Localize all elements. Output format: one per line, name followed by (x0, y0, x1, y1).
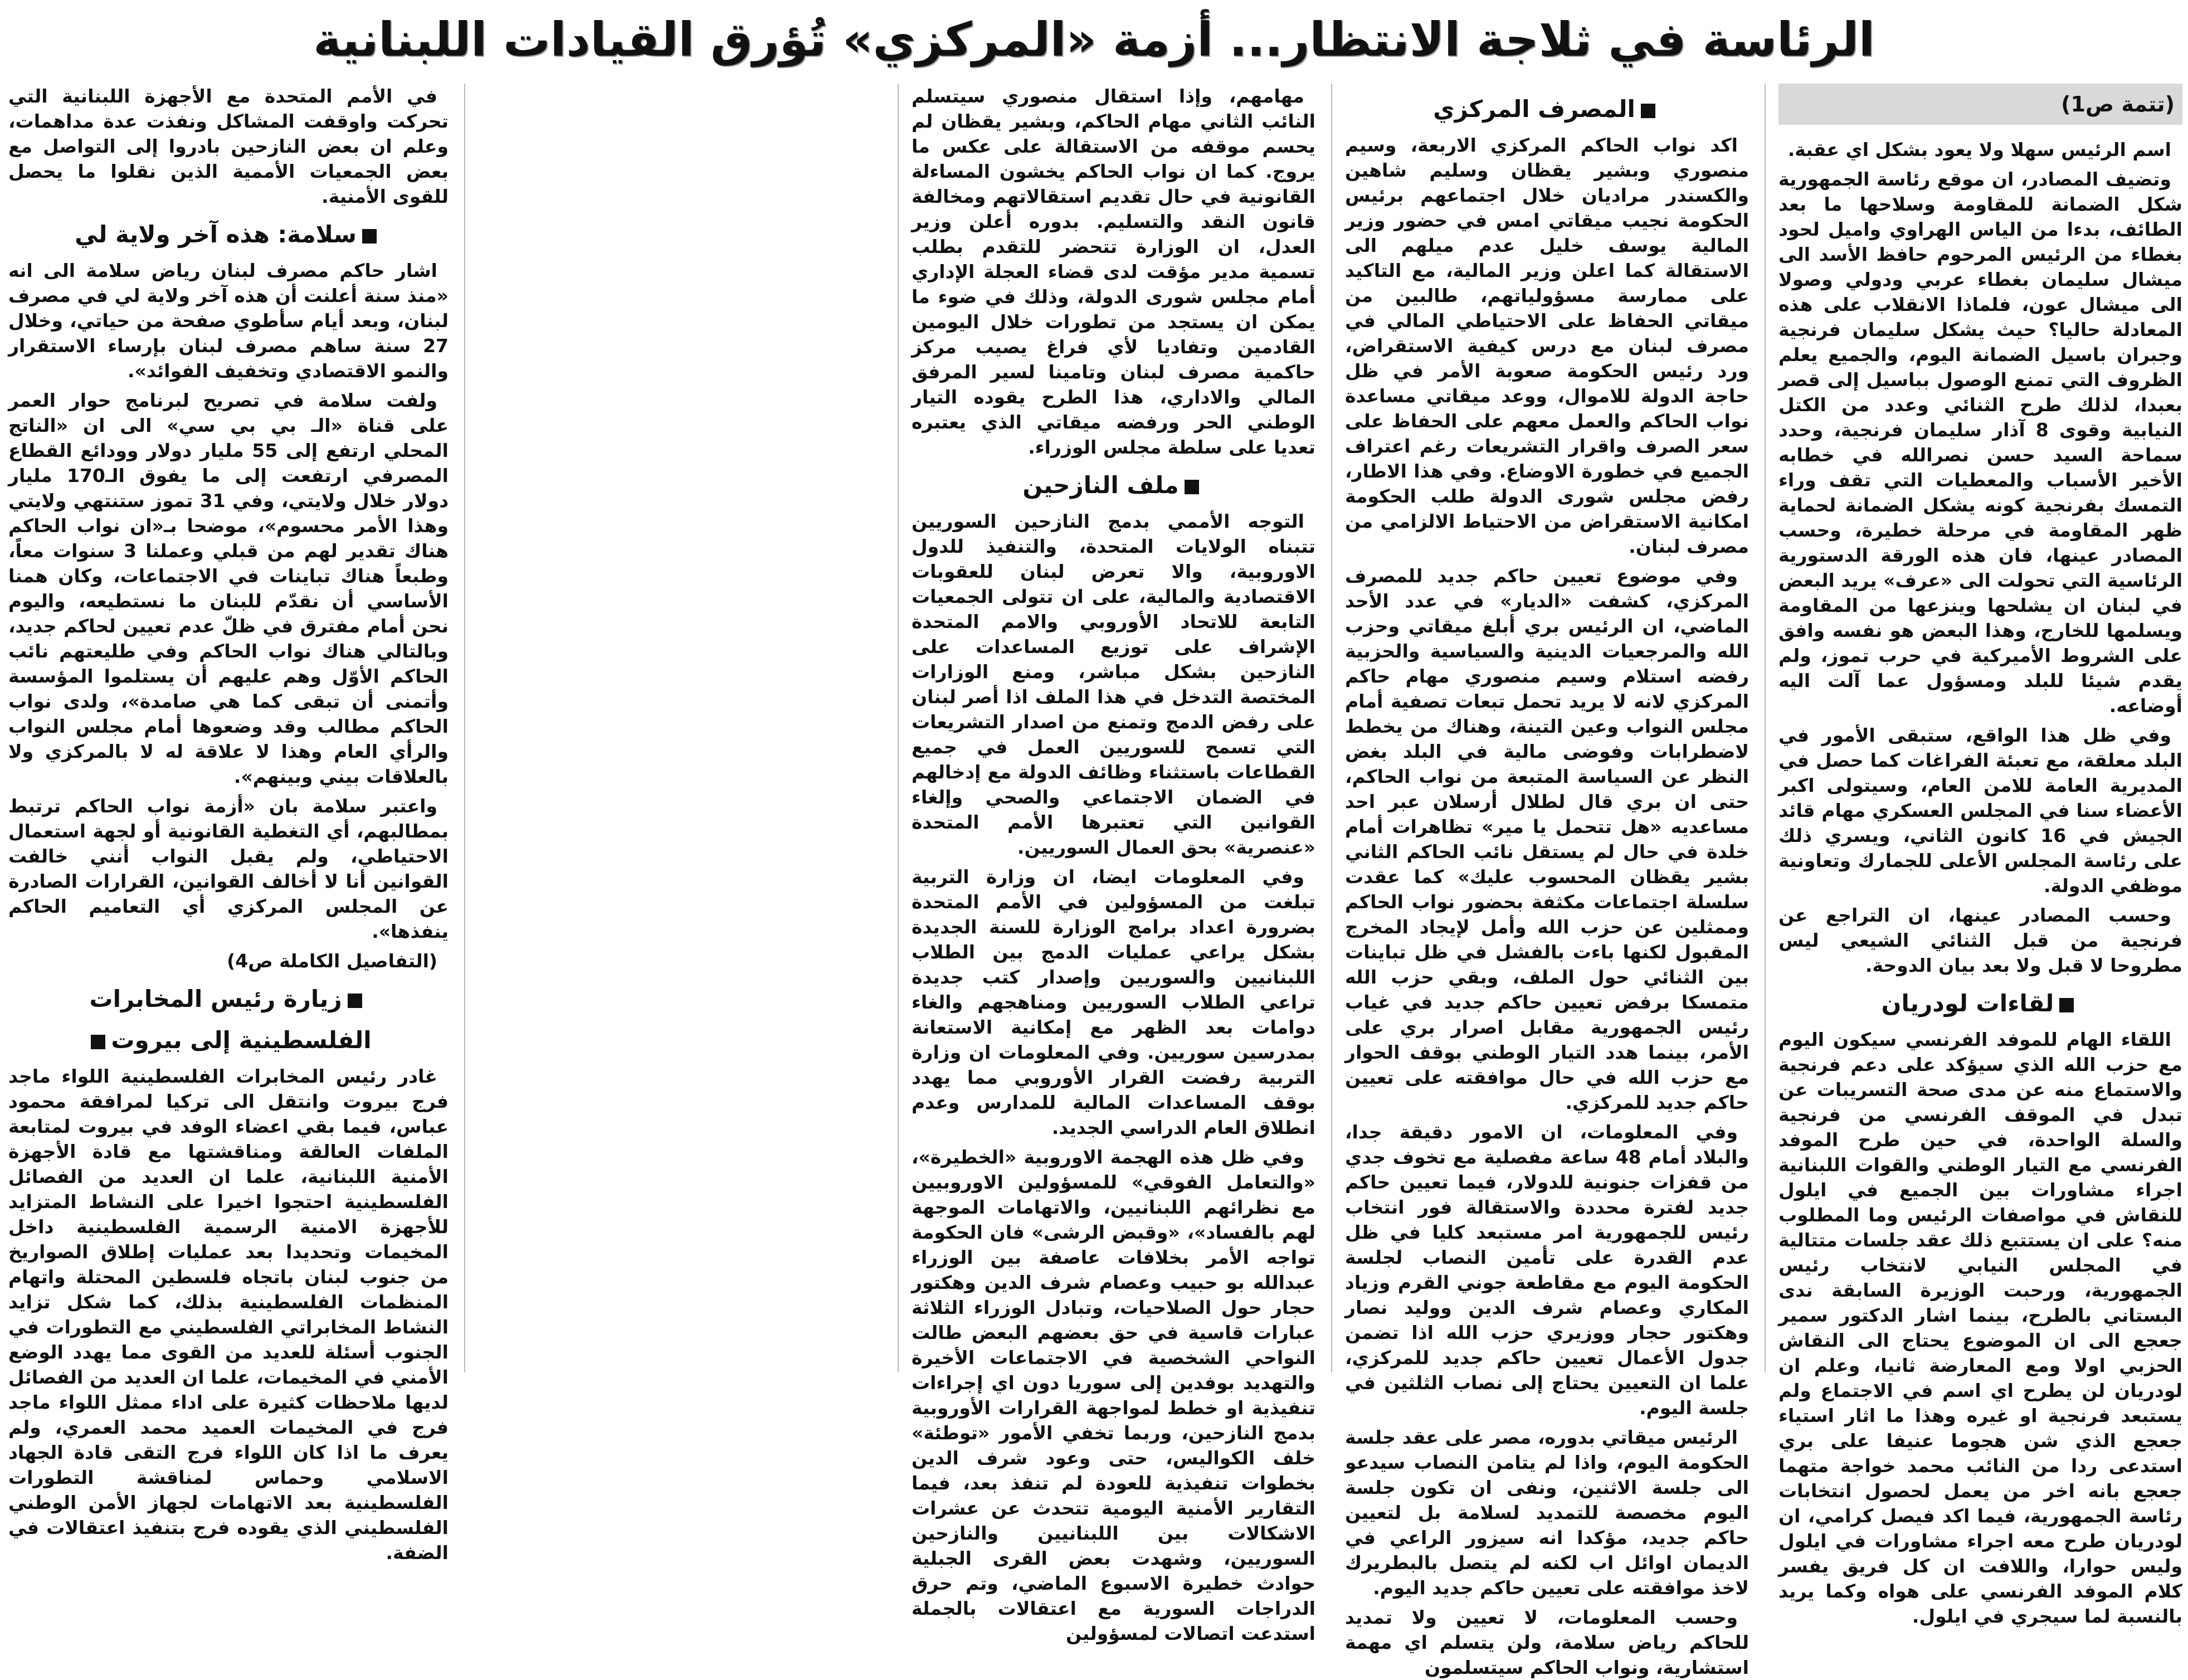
column-divider (898, 84, 899, 1372)
square-bullet-icon (1641, 104, 1655, 118)
column-divider (464, 84, 465, 1372)
paragraph: واعتبر سلامة بان «أزمة نواب الحاكم ترتبط بمطالبهم، أي التغطية القانونية أو لجهة استعمال الاحتياطي، ولم يقبل النواب أنني خالفت القوانين أنا لا أخالف القوانين، القرارات الصادرة عن المجلس المركزي أي التعاميم الحاكم ينفذها». (8, 795, 449, 942)
paragraph: اكد نواب الحاكم المركزي الاربعة، وسيم منصوري وبشير يقظان وسليم شاهين والكسندر مراديان خلال اجتماعهم برئيس الحكومة نجيب ميقاتي امس في حضور وزير المالية يوسف خليل عدم ميلهم الى الاستقالة كما اعلن وزير المالية، مع التاكيد على ممارسة مسؤولياتهم، طالبين من ميقاتي الحفاظ على الاحتياطي المالي في مصرف لبنان مع درس كيفية الاستقراض، ورد رئيس الحكومة صعوبة الأمر في ظل حاجة الدولة للاموال، ووعد ميقاتي مساعدة نواب الحاكم والعمل معهم على الحفاظ على سعر الصرف واقرار التشريعات رغم اعتراف الجميع في خطورة الاوضاع. وفي هذا الاطار، رفض مجلس شورى الدولة طلب الحكومة امكانية الاستقراض من الاحتياط الالزامي من مصرف لبنان. (1345, 134, 1749, 557)
article-column-1 (1778, 84, 2182, 1627)
article-column-3 (912, 84, 1315, 1644)
continued-label: (تتمة ص1) (1778, 84, 2182, 125)
square-bullet-icon (348, 994, 362, 1008)
paragraph: مهامهم، وإذا استقال منصوري سيتسلم النائب الثاني مهام الحاكم، وبشير يقظان لم يحسم موقفه من الاستقالة على عكس ما يروج. كما ان نواب الحاكم يخشون المساءلة القانونية في حال تقديم استقالاتهم ومخالفة قانون النقد والتسليم. بدوره أعلن وزير العدل، ان الوزارة تتحضر للتقدم بطلب تسمية مدير مؤقت لدى قضاء العجلة الإداري أمام مجلس شورى الدولة، وذلك في ضوء ما يمكن ان يستجد من تطورات خلال اليومين القادمين وتفاديا لأي فراغ يصيب مركز حاكمية مصرف لبنان وتامينا لسير المرفق المالي والاداري، هذا الطرح يقوده التيار الوطني الحر ورفضه ميقاتي الذي يعتبره تعديا على سلطة مجلس الوزراء. (912, 85, 1315, 458)
paragraph: وفي المعلومات ايضا، ان وزارة التربية تبلغت من المسؤولين في الأمم المتحدة بضرورة اعداد برامج الوزارة للسنة الجديدة بشكل يراعي عمليات الدمج بين الطلاب اللبنانيين والسوريين وإصدار كتب جديدة تراعي الطلاب السوريين ومناهجهم والغاء دوامات بعد الظهر مع إمكانية الاستعانة بمدرسين سوريين. وفي المعلومات ان وزارة التربية رفضت القرار الأوروبي مما يهدد بوقف المساعدات المالية للمدارس وعدم انطلاق العام الدراسي الجديد. (912, 866, 1315, 1138)
column-divider (1331, 84, 1332, 1372)
paragraph: وفي موضوع تعيين حاكم جديد للمصرف المركزي، كشفت «الديار» في عدد الأحد الماضي، ان الرئيس بري أبلغ ميقاتي وحزب الله والمرجعيات الدينية والسياسية والحزبية رفضه استلام وسيم منصوري مهام حاكم المركزي لانه لا يريد تحمل تبعات تصفية أمام مجلس النواب وعين التينة، وهناك من يخطط لاضطرابات وفوضى مالية في البلد بغض النظر عن السياسة المتبعة من نواب الحاكم، حتى ان بري قال لطلال أرسلان عبر احد مساعديه «هل تتحمل يا مير» تظاهرات أمام خلدة في حال لم يستقل نائب الحاكم الثاني بشير يقظان المحسوب عليك» كما عقدت سلسلة اجتماعات مكثفة بحضور نواب الحاكم وممثلين عن حزب الله وأمل لإيجاد المخرج المقبول لكنها باءت بالفشل في ظل تباينات بين الثنائي حول الملف، وبقي حزب الله متمسكا برفض تعيين حاكم جديد في غياب رئيس الجمهورية مقابل اصرار بري على الأمر، بينما هدد التيار الوطني بوقف الحوار مع حزب الله في حال موافقته على تعيين حاكم جديد للمركزي. (1345, 565, 1749, 1113)
paragraph: (التفاصيل الكاملة ص4) (227, 950, 437, 972)
paragraph: اشار حاكم مصرف لبنان رياض سلامة الى انه «منذ سنة أعلنت أن هذه آخر ولاية لي في مصرف لبنان، وبعد أيام سأطوي صفحة من حياتي، وخلال 27 سنة ساهم مصرف لبنان بإرساء الاستقرار والنمو الاقتصادي وتخفيف الفوائد». (8, 260, 449, 382)
subheading: سلامة: هذه آخر ولاية لي (8, 219, 449, 250)
square-bullet-icon (362, 229, 377, 244)
paragraph: وتضيف المصادر، ان موقع رئاسة الجمهورية شكل الضمانة للمقاومة وسلاحها ما بعد الطائف، بدءا من الياس الهراوي واميل لحود بغطاء من الرئيس المرحوم حافظ الأسد الى ميشال سليمان بغطاء عربي ودولي وصولا الى ميشال عون، فلماذا الانقلاب على هذه المعادلة حاليا؟ حيث يشكل سليمان فرنجية وجبران باسيل الضمانة اليوم، والجميع يعلم الظروف التي تمنع الوصول بباسيل إلى قصر بعبدا، لذلك طرح الثنائي وعدد من الكتل النيابية وقوى 8 آذار سليمان فرنجية، وحدد سماحة السيد حسن نصرالله في خطابه الأخير الأسباب والمعطيات التي تقف وراء التمسك بفرنجية كونه يشكل الضمانة لحماية ظهر المقاومة في مرحلة خطيرة، وحسب المصادر عينها، فان هذه الورقة الدستورية الرئاسية التي تحولت الى «عرف» يريد البعض في لبنان ان يشلحها وينزعها من المقاومة ويسلمها للخارج، وهذا البعض هو نفسه وافق على الشروط الأميركية في حرب تموز، ولم يقدم شيئا للبلد ومسؤول عما آلت اليه أوضاعه. (1778, 168, 2182, 717)
paragraph: اسم الرئيس سهلا ولا يعود بشكل اي عقبة. (1787, 139, 2171, 160)
paragraph: وحسب المصادر عينها، ان التراجع عن فرنجية من قبل الثنائي الشيعي ليس مطروحا لا قبل ولا بعد بيان الدوحة. (1778, 904, 2182, 976)
paragraph: وفي ظل هذا الواقع، ستبقى الأمور في البلد معلقة، مع تعبئة الفراغات كما حصل في المديرية العامة للامن العام، وسيتولى اكبر الأعضاء سنا في المجلس العسكري مهام قائد الجيش في 16 كانون الثاني، ويسري ذلك على رئاسة المجلس الأعلى للجمارك وتعاونية موظفي الدولة. (1778, 724, 2182, 897)
article-column-2 (1345, 84, 1749, 1678)
page-headline: الرئاسة في ثلاجة الانتظار... أزمة «المركزي» تُؤرق القيادات اللبنانية (313, 12, 1875, 67)
square-bullet-icon (1185, 480, 1199, 494)
paragraph: التوجه الأممي بدمج النازحين السوريين تتبناه الولايات المتحدة، والتنفيذ للدول الاوروبية، والا تعرض لبنان للعقوبات الاقتصادية والمالية، على ان تتولى الجمعيات التابعة للاتحاد الأوروبي والامم المتحدة الإشراف على توزيع المساعدات على النازحين بشكل مباشر، ومنع الوزارات المختصة التدخل في هذا الملف اذا أصر لبنان على رفض الدمج وتمنع من اصدار التشريعات التي تسمح للسوريين العمل في جميع القطاعات باستثناء وظائف الدولة مع إدخالهم في الضمان الاجتماعي والصحي وإلغاء القوانين التي تعتبرها الأمم المتحدة «عنصرية» بحق العمال السوريين. (912, 510, 1315, 858)
subheading: ملف النازحين (912, 470, 1315, 501)
paragraph: الرئيس ميقاتي بدوره، مصر على عقد جلسة الحكومة اليوم، واذا لم يتامن النصاب سيدعو الى جلسة الاثنين، ونفى ان تكون جلسة اليوم مخصصة للتمديد لسلامة بل لتعيين حاكم جديد، مؤكدا انه سيزور الراعي في الديمان اوائل اب لكنه لم يتصل بالبطريرك لاخذ موافقته على تعيين حاكم جديد اليوم. (1345, 1426, 1749, 1599)
column-divider (1765, 84, 1766, 1372)
subheading: زيارة رئيس المخابرات (8, 983, 449, 1015)
square-bullet-icon (91, 1035, 105, 1049)
subheading: الفلسطينية إلى بيروت (8, 1025, 449, 1056)
subheading: المصرف المركزي (1345, 94, 1749, 125)
paragraph: اللقاء الهام للموفد الفرنسي سيكون اليوم مع حزب الله الذي سيؤكد على دعم فرنجية والاستماع منه عن مدى صحة التسريبات عن تبدل في الموقف الفرنسي من فرنجية والسلة الواحدة، في حين طرح الموفد الفرنسي مع التيار الوطني والقوات اللبنانية اجراء مشاورات بين الجميع في ايلول للنقاش في مواصفات الرئيس وما المطلوب منه؟ على ان يستتبع ذلك عقد جلسات متتالية في المجلس النيابي لانتخاب رئيس الجمهورية، ورحبت الوزيرة السابقة ندى البستاني بالطرح، بينما اشار الدكتور سمير جعجع الى ان الموضوع يحتاج الى النقاش الحزبي اولا ومع المعارضة ثانيا، وعلم ان لودريان لن يطرح اي اسم في الاجتماع ولم يستبعد فرنجية او غيره وهذا ما اثار استياء جعجع الذي شن هجوما عنيفا على بري استدعى ردا من النائب محمد خواجة متهما جعجع بانه اخر من يعمل لحصول انتخابات رئاسة الجمهورية، فيما اكد فيصل كرامي، ان لودريان طرح معه اجراء مشاورات في ايلول وليس حوارا، واللافت ان كل فريق يفسر كلام الموفد الفرنسي على هواه وكما يريد بالنسبة لما سيجري في ايلول. (1778, 1029, 2182, 1627)
paragraph: في الأمم المتحدة مع الأجهزة اللبنانية التي تحركت واوقفت المشاكل ونفذت عدة مداهمات، وعلم ان بعض النازحين بادروا إلى التواصل مع بعض الجمعيات الأممية الذين نقلوا ما يحصل للقوى الأمنية. (8, 85, 449, 207)
subheading: لقاءات لودريان (1778, 988, 2182, 1019)
paragraph: وفي ظل هذه الهجمة الاوروبية «الخطيرة»، «والتعامل الفوقي» للمسؤولين الاوروبيين مع نظرائهم اللبنانيين، والاتهامات الموجهة لهم بالفساد»، «وقبض الرشى» فان الحكومة تواجه الأمر بخلافات عاصفة بين الوزراء عبدالله بو حبيب وعصام شرف الدين وهكتور حجار حول الصلاحيات، وتبادل الوزراء الثلاثة عبارات قاسية في حق بعضهم البعض طالت النواحي الشخصية في الاجتماعات الأخيرة والتهديد بوفدين إلى سوريا دون اي إجراءات تنفيذية او خطط لمواجهة القرارات الأوروبية بدمج النازحين، وربما تخفي الأمور «توطئة» خلف الكواليس، حتى وعود شرف الدين بخطوات تنفيذية للعودة لم تنفذ بعد، فيما التقارير الأمنية اليومية تتحدث عن عشرات الاشكالات بين اللبنانيين والنازحين السوريين، وشهدت بعض القرى الجبلية حوادث خطيرة الاسبوع الماضي، وتم حرق الدراجات السورية مع اعتقالات بالجملة استدعت اتصالات لمسؤولين (912, 1146, 1315, 1644)
square-bullet-icon (2059, 998, 2074, 1012)
paragraph: وحسب المعلومات، لا تعيين ولا تمديد للحاكم رياض سلامة، ولن يتسلم اي مهمة استشارية، ونواب الحاكم سيتسلمون (1345, 1606, 1749, 1678)
paragraph: ولفت سلامة في تصريح لبرنامج حوار العمر على قناة «الـ بي بي سي» الى ان «الناتج المحلي ارتفع إلى 55 مليار دولار وودائع القطاع المصرفي ارتفعت إلى ما يفوق الـ170 مليار دولار خلال ولايتي، وفي 31 تموز ستنتهي ولايتي وهذا الأمر محسوم»، موضحا بـ«ان نواب الحاكم هناك تقدير لهم من قبلي وعملنا 3 سنوات معاً، وطبعاً هناك تباينات في الاجتماعات، وكان همنا الأساسي أن نقدّم للبنان ما نستطيعه، واليوم نحن أمام مفترق في ظلّ عدم تعيين لحاكم جديد، وبالتالي هناك نواب الحاكم وفي طليعتهم نائب الحاكم الأوّل وهم عليهم أن يستلموا المؤسسة وأتمنى أن تبقى كما هي صامدة»، ولدى نواب الحاكم مطالب وقد وضعوها أمام مجلس النواب والرأي العام وهذا لا علاقة له لا بالمركزي ولا بالعلاقات بيني وبينهم». (8, 389, 449, 787)
article-column-4 (8, 84, 449, 1564)
paragraph: غادر رئيس المخابرات الفلسطينية اللواء ماجد فرج بيروت وانتقل الى تركيا لمرافقة محمود عباس، فيما بقي اعضاء الوفد في بيروت لمتابعة الملفات العالقة ومناقشتها مع قادة الأجهزة الأمنية اللبنانية، علما ان العديد من الفصائل الفلسطينية احتجوا اخيرا على النشاط المتزايد للأجهزة الامنية الرسمية الفلسطينية داخل المخيمات وتحديدا بعد عمليات إطلاق الصواريخ من جنوب لبنان باتجاه فلسطين المحتلة واتهام المنظمات الفلسطينية بذلك، كما شكل تزايد النشاط المخابراتي الفلسطيني مع التطورات في الجنوب أسئلة للعديد من القوى مما يهدد الوضع الأمني في المخيمات، علما ان العديد من الفصائل لديها ملاحظات كثيرة على اداء ممثل اللواء ماجد فرج في المخيمات العميد محمد العمري، ولم يعرف ما اذا كان اللواء فرج التقى قادة الجهاد الاسلامي وحماس لمناقشة التطورات الفلسطينية بعد الاتهامات لجهاز الأمن الوطني الفلسطيني الذي يقوده فرج بتنفيذ اعتقالات في الضفة. (8, 1065, 449, 1564)
paragraph: وفي المعلومات، ان الامور دقيقة جدا، والبلاد أمام 48 ساعة مفصلية مع تخوف جدي من قفزات جنونية للدولار، فيما تعيين حاكم جديد لفترة محددة والاستقالة فور انتخاب رئيس للجمهورية امر مستبعد كليا في ظل عدم القدرة على تأمين النصاب لجلسة الحكومة اليوم مع مقاطعة جوني القرم وزياد المكاري وعصام شرف الدين ووليد نصار وهكتور حجار ووزيري حزب الله اذا تضمن جدول الأعمال تعيين حاكم جديد للمركزي، علما ان التعيين يحتاج إلى نصاب الثلثين في جلسة اليوم. (1345, 1121, 1749, 1419)
